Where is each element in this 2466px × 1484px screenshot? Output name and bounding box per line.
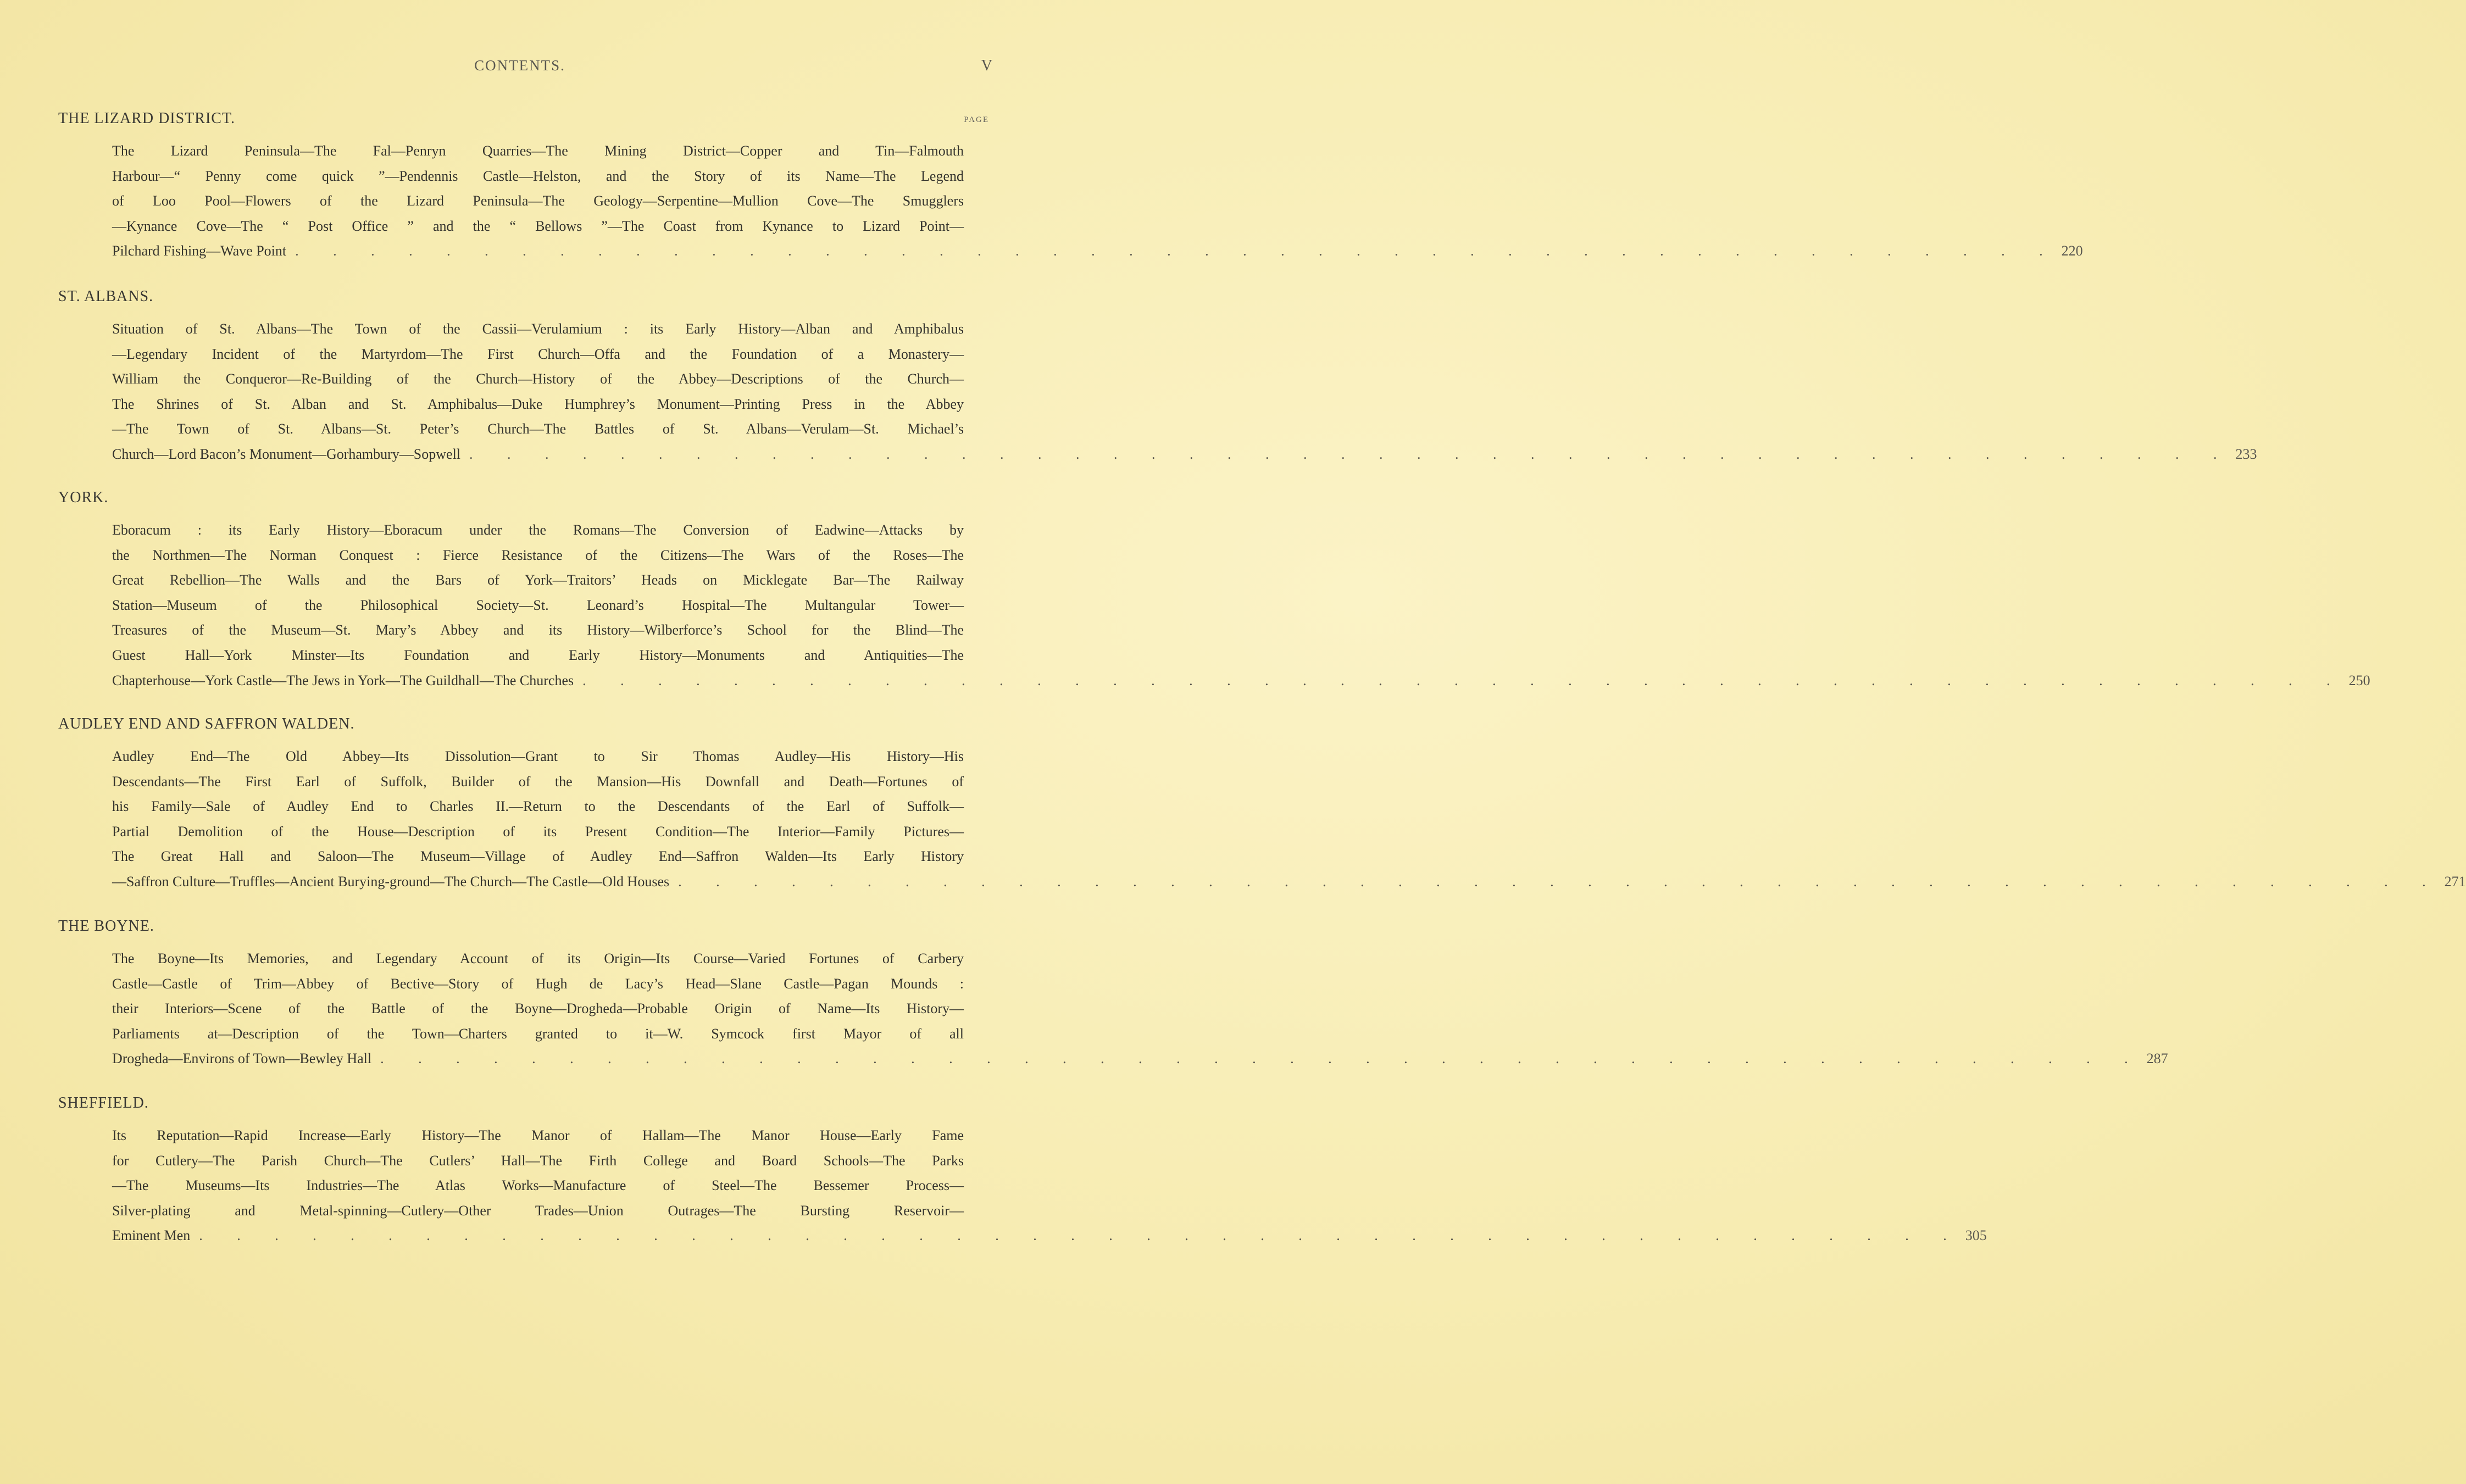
synopsis-line: Castle—Castle of Trim—Abbey of Bective—Story of Hugh de Lacy’s Head—Slane Castle—Pagan Mounds : (112, 975, 964, 992)
synopsis-line: Eminent Men (112, 1227, 191, 1244)
page-column-label: PAGE (964, 115, 989, 124)
synopsis-line: Silver-plating and Metal-spinning—Cutlery—Other Trades—Union Outrages—The Bursting Reservoir— (112, 1202, 964, 1219)
entry-page-number: 287 (2146, 1051, 2168, 1067)
dot-leader: . . . . . . . . . . . . . . . . . . . . . . . . . . . . . . . . . . . . . . . . . . . . . . . (295, 243, 2058, 259)
synopsis-last-line (112, 1223, 1987, 1248)
synopsis-line: Station—Museum of the Philosophical Society—St. Leonard’s Hospital—The Multangular Tower— (112, 597, 964, 613)
synopsis-line: Descendants—The First Earl of Suffolk, Builder of the Mansion—His Downfall and Death—Fortunes of (112, 773, 964, 790)
synopsis-line: —Kynance Cove—The “ Post Office ” and the “ Bellows ”—The Coast from Kynance to Lizard Point— (112, 218, 964, 234)
synopsis-last-line (112, 442, 2257, 467)
entry-synopsis (112, 518, 2370, 693)
synopsis-line: his Family—Sale of Audley End to Charles II.—Return to the Descendants of the Earl of Suffolk— (112, 798, 964, 815)
synopsis-line: their Interiors—Scene of the Battle of the Boyne—Drogheda—Probable Origin of Name—Its History— (112, 1001, 964, 1017)
synopsis-line: Harbour—“ Penny come quick ”—Pendennis Castle—Helston, and the Story of its Name—The Legend (112, 168, 964, 184)
synopsis-line: Great Rebellion—The Walls and the Bars of York—Traitors’ Heads on Micklegate Bar—The Railway (112, 572, 964, 588)
entry-synopsis (112, 138, 2083, 264)
synopsis-line: William the Conqueror—Re-Building of the Church—History of the Abbey—Descriptions of the Church— (112, 371, 964, 387)
entry-title: ST. ALBANS. (58, 288, 154, 305)
synopsis-line: —Legendary Incident of the Martyrdom—The First Church—Offa and the Foundation of a Monastery— (112, 346, 964, 362)
synopsis-line: The Lizard Peninsula—The Fal—Penryn Quarries—The Mining District—Copper and Tin—Falmouth (112, 143, 964, 159)
synopsis-line: The Boyne—Its Memories, and Legendary Account of its Origin—Its Course—Varied Fortunes of Carbery (112, 951, 964, 966)
synopsis-line: of Loo Pool—Flowers of the Lizard Peninsula—The Geology—Serpentine—Mullion Cove—The Smugglers (112, 193, 964, 209)
synopsis-last-line (112, 668, 2370, 693)
synopsis-line: Church—Lord Bacon’s Monument—Gorhambury—Sopwell (112, 446, 461, 462)
entry-synopsis (112, 1123, 1987, 1248)
synopsis-line: Drogheda—Environs of Town—Bewley Hall (112, 1051, 372, 1067)
dot-leader: . . . . . . . . . . . . . . . . . . . . . . . . . . . . . . . . . . . . . . . . . . . . . . . (380, 1051, 2143, 1067)
entry-synopsis (112, 316, 2257, 467)
entry-title: AUDLEY END AND SAFFRON WALDEN. (58, 715, 355, 732)
running-head (0, 57, 1040, 79)
running-title: CONTENTS. (474, 57, 565, 74)
entry-synopsis (112, 744, 2466, 894)
synopsis-line: Pilchard Fishing—Wave Point (112, 243, 287, 259)
entry-title: YORK. (58, 489, 109, 506)
entry-page-number: 220 (2061, 243, 2083, 259)
synopsis-line: The Great Hall and Saloon—The Museum—Village of Audley End—Saffron Walden—Its Early History (112, 848, 964, 865)
dot-leader: . . . . . . . . . . . . . . . . . . . . . . . . . . . . . . . . . . . . . . . . . . . . . . . (582, 672, 2346, 688)
synopsis-line: Audley End—The Old Abbey—Its Dissolution—Grant to Sir Thomas Audley—His History—His (112, 748, 964, 764)
synopsis-line: Partial Demolition of the House—Description of its Present Condition—The Interior—Family Pictures— (112, 823, 964, 840)
synopsis-line: Treasures of the Museum—St. Mary’s Abbey and its History—Wilberforce’s School for the Blind—The (112, 622, 964, 638)
synopsis-line: —The Town of St. Albans—St. Peter’s Church—The Battles of St. Albans—Verulam—St. Michael’s (112, 421, 964, 437)
entry-synopsis (112, 946, 2168, 1071)
synopsis-line: Chapterhouse—York Castle—The Jews in York—The Guildhall—The Churches (112, 672, 574, 688)
synopsis-line: The Shrines of St. Alban and St. Amphibalus—Duke Humphrey’s Monument—Printing Press in the Abbey (112, 396, 964, 412)
synopsis-line: Parliaments at—Description of the Town—Charters granted to it—W. Symcock first Mayor of all (112, 1025, 964, 1042)
dot-leader: . . . . . . . . . . . . . . . . . . . . . . . . . . . . . . . . . . . . . . . . . . . . . . . (469, 446, 2232, 462)
synopsis-last-line (112, 1046, 2168, 1071)
synopsis-last-line (112, 869, 2466, 894)
entry-title: THE BOYNE. (58, 918, 154, 935)
dot-leader: . . . . . . . . . . . . . . . . . . . . . . . . . . . . . . . . . . . . . . . . . . . . . . . (199, 1227, 1962, 1244)
synopsis-line: —The Museums—Its Industries—The Atlas Works—Manufacture of Steel—The Bessemer Process— (112, 1177, 964, 1194)
dot-leader: . . . . . . . . . . . . . . . . . . . . . . . . . . . . . . . . . . . . . . . . . . . . . . . (678, 873, 2441, 890)
entry-title: SHEFFIELD. (58, 1094, 149, 1111)
synopsis-line: —Saffron Culture—Truffles—Ancient Burying-ground—The Church—The Castle—Old Houses (112, 873, 670, 890)
entry-page-number: 271 (2444, 873, 2466, 890)
synopsis-line: for Cutlery—The Parish Church—The Cutlers’ Hall—The Firth College and Board Schools—The Parks (112, 1152, 964, 1169)
synopsis-line: Guest Hall—York Minster—Its Foundation and Early History—Monuments and Antiquities—The (112, 647, 964, 663)
synopsis-line: Eboracum : its Early History—Eboracum under the Romans—The Conversion of Eadwine—Attacks by (112, 522, 964, 538)
synopsis-last-line (112, 238, 2083, 264)
synopsis-line: the Northmen—The Norman Conquest : Fierce Resistance of the Citizens—The Wars of the Roses—The (112, 547, 964, 563)
synopsis-line: Situation of St. Albans—The Town of the Cassii—Verulamium : its Early History—Alban and Amphibalus (112, 321, 964, 337)
entry-page-number: 233 (2235, 446, 2257, 462)
synopsis-line: Its Reputation—Rapid Increase—Early History—The Manor of Hallam—The Manor House—Early Fame (112, 1127, 964, 1143)
entry-page-number: 305 (1965, 1227, 1987, 1244)
entry-title: THE LIZARD DISTRICT. (58, 110, 235, 127)
entry-page-number: 250 (2348, 672, 2370, 688)
folio-page-number: V (981, 57, 992, 74)
